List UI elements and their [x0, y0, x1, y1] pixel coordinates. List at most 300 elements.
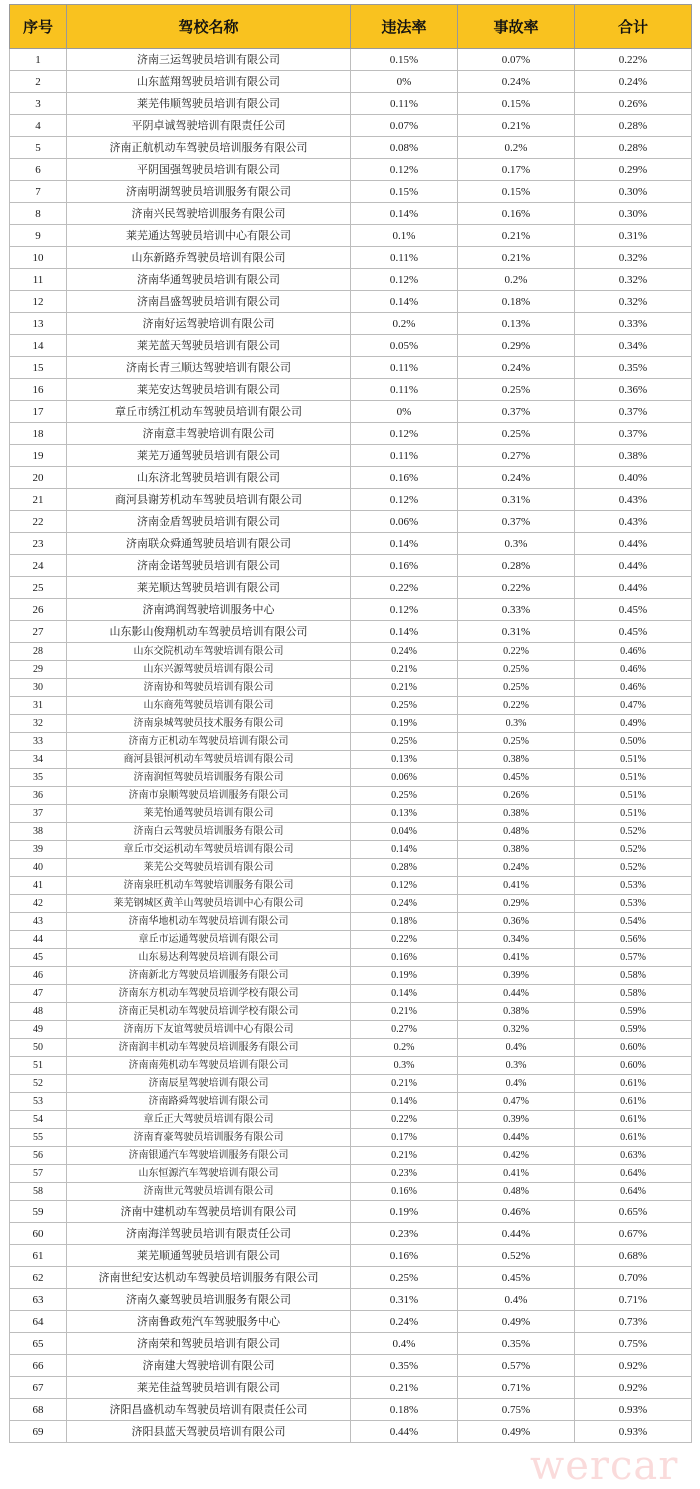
row-seq: 11 [10, 269, 67, 291]
header-total: 合计 [575, 5, 692, 49]
row-seq: 18 [10, 423, 67, 445]
row-accident-rate: 0.44% [458, 985, 575, 1003]
row-accident-rate: 0.29% [458, 895, 575, 913]
row-total: 0.61% [575, 1129, 692, 1147]
table-row [10, 805, 692, 823]
row-total: 0.56% [575, 931, 692, 949]
row-total: 0.38% [575, 445, 692, 467]
row-violation-rate: 0.2% [351, 313, 458, 335]
row-seq: 29 [10, 661, 67, 679]
row-accident-rate: 0.41% [458, 949, 575, 967]
header-school-name: 驾校名称 [67, 5, 351, 49]
row-seq: 26 [10, 599, 67, 621]
row-seq: 2 [10, 71, 67, 93]
row-seq: 45 [10, 949, 67, 967]
row-accident-rate: 0.24% [458, 71, 575, 93]
row-total: 0.44% [575, 555, 692, 577]
row-total: 0.51% [575, 751, 692, 769]
row-school-name: 济南建大驾驶培训有限公司 [67, 1355, 351, 1377]
driving-school-table-sheet [9, 4, 691, 1443]
row-school-name: 济南市泉顺驾驶员培训服务有限公司 [67, 787, 351, 805]
row-total: 0.61% [575, 1075, 692, 1093]
row-total: 0.60% [575, 1039, 692, 1057]
table-row [10, 445, 692, 467]
table-row [10, 357, 692, 379]
row-accident-rate: 0.39% [458, 967, 575, 985]
table-body [10, 49, 692, 1443]
table-row [10, 1421, 692, 1443]
row-violation-rate: 0.06% [351, 511, 458, 533]
table-row [10, 555, 692, 577]
row-total: 0.32% [575, 247, 692, 269]
row-seq: 46 [10, 967, 67, 985]
row-violation-rate: 0.19% [351, 1201, 458, 1223]
row-school-name: 济南正航机动车驾驶员培训服务有限公司 [67, 137, 351, 159]
table-row [10, 577, 692, 599]
row-school-name: 济南南苑机动车驾驶员培训有限公司 [67, 1057, 351, 1075]
row-total: 0.47% [575, 697, 692, 715]
row-accident-rate: 0.25% [458, 661, 575, 679]
row-school-name: 济南华地机动车驾驶员培训有限公司 [67, 913, 351, 931]
table-row [10, 1075, 692, 1093]
row-seq: 38 [10, 823, 67, 841]
row-violation-rate: 0.19% [351, 967, 458, 985]
row-school-name: 济南久豪驾驶员培训服务有限公司 [67, 1289, 351, 1311]
row-seq: 61 [10, 1245, 67, 1267]
table-row [10, 1093, 692, 1111]
row-total: 0.50% [575, 733, 692, 751]
row-seq: 39 [10, 841, 67, 859]
table-row [10, 225, 692, 247]
table-row [10, 841, 692, 859]
row-school-name: 济阳县蓝天驾驶员培训有限公司 [67, 1421, 351, 1443]
row-total: 0.31% [575, 225, 692, 247]
table-row [10, 1333, 692, 1355]
row-school-name: 山东兴源驾驶员培训有限公司 [67, 661, 351, 679]
row-total: 0.49% [575, 715, 692, 733]
row-seq: 17 [10, 401, 67, 423]
row-violation-rate: 0.1% [351, 225, 458, 247]
table-row [10, 423, 692, 445]
row-violation-rate: 0.14% [351, 1093, 458, 1111]
row-total: 0.57% [575, 949, 692, 967]
row-accident-rate: 0.37% [458, 401, 575, 423]
row-accident-rate: 0.25% [458, 733, 575, 751]
row-seq: 54 [10, 1111, 67, 1129]
row-total: 0.75% [575, 1333, 692, 1355]
row-total: 0.71% [575, 1289, 692, 1311]
row-violation-rate: 0.14% [351, 203, 458, 225]
row-violation-rate: 0.25% [351, 1267, 458, 1289]
table-row [10, 291, 692, 313]
row-seq: 40 [10, 859, 67, 877]
row-accident-rate: 0.44% [458, 1129, 575, 1147]
row-accident-rate: 0.15% [458, 93, 575, 115]
row-accident-rate: 0.75% [458, 1399, 575, 1421]
row-violation-rate: 0.12% [351, 423, 458, 445]
row-seq: 50 [10, 1039, 67, 1057]
table-row [10, 1021, 692, 1039]
table-row [10, 697, 692, 715]
row-accident-rate: 0.25% [458, 679, 575, 697]
row-violation-rate: 0.19% [351, 715, 458, 733]
row-seq: 31 [10, 697, 67, 715]
row-accident-rate: 0.52% [458, 1245, 575, 1267]
row-total: 0.44% [575, 533, 692, 555]
row-accident-rate: 0.13% [458, 313, 575, 335]
row-school-name: 莱芜钢城区黄羊山驾驶员培训中心有限公司 [67, 895, 351, 913]
row-school-name: 莱芜万通驾驶员培训有限公司 [67, 445, 351, 467]
row-accident-rate: 0.38% [458, 1003, 575, 1021]
row-violation-rate: 0.12% [351, 877, 458, 895]
row-total: 0.59% [575, 1003, 692, 1021]
table-row [10, 511, 692, 533]
table-row [10, 949, 692, 967]
row-accident-rate: 0.24% [458, 467, 575, 489]
table-row [10, 1267, 692, 1289]
row-accident-rate: 0.41% [458, 1165, 575, 1183]
table-row [10, 467, 692, 489]
row-accident-rate: 0.21% [458, 115, 575, 137]
row-school-name: 济南协和驾驶员培训有限公司 [67, 679, 351, 697]
row-school-name: 济南金盾驾驶员培训有限公司 [67, 511, 351, 533]
table-row [10, 599, 692, 621]
row-violation-rate: 0.12% [351, 269, 458, 291]
row-seq: 37 [10, 805, 67, 823]
row-school-name: 济南昌盛驾驶员培训有限公司 [67, 291, 351, 313]
row-total: 0.59% [575, 1021, 692, 1039]
row-school-name: 莱芜顺通驾驶员培训有限公司 [67, 1245, 351, 1267]
table-row [10, 71, 692, 93]
row-total: 0.61% [575, 1093, 692, 1111]
row-school-name: 山东蓝翔驾驶员培训有限公司 [67, 71, 351, 93]
row-school-name: 济南华通驾驶员培训有限公司 [67, 269, 351, 291]
row-total: 0.64% [575, 1183, 692, 1201]
table-header-row [10, 5, 692, 49]
header-violation-rate: 违法率 [351, 5, 458, 49]
row-seq: 62 [10, 1267, 67, 1289]
table-row [10, 1245, 692, 1267]
row-school-name: 平阴卓诚驾驶培训有限责任公司 [67, 115, 351, 137]
row-seq: 24 [10, 555, 67, 577]
row-violation-rate: 0.22% [351, 1111, 458, 1129]
row-school-name: 济南泉城驾驶员技术服务有限公司 [67, 715, 351, 733]
row-violation-rate: 0.22% [351, 577, 458, 599]
row-total: 0.46% [575, 643, 692, 661]
row-total: 0.36% [575, 379, 692, 401]
row-seq: 21 [10, 489, 67, 511]
row-total: 0.92% [575, 1377, 692, 1399]
row-violation-rate: 0.2% [351, 1039, 458, 1057]
row-accident-rate: 0.4% [458, 1289, 575, 1311]
row-seq: 67 [10, 1377, 67, 1399]
row-violation-rate: 0.14% [351, 985, 458, 1003]
row-seq: 64 [10, 1311, 67, 1333]
row-violation-rate: 0.14% [351, 621, 458, 643]
row-accident-rate: 0.28% [458, 555, 575, 577]
row-violation-rate: 0.18% [351, 913, 458, 931]
row-accident-rate: 0.35% [458, 1333, 575, 1355]
row-school-name: 商河县银河机动车驾驶员培训有限公司 [67, 751, 351, 769]
row-school-name: 莱芜佳益驾驶员培训有限公司 [67, 1377, 351, 1399]
row-school-name: 莱芜通达驾驶员培训中心有限公司 [67, 225, 351, 247]
row-violation-rate: 0.06% [351, 769, 458, 787]
row-total: 0.93% [575, 1399, 692, 1421]
row-violation-rate: 0.21% [351, 1147, 458, 1165]
row-violation-rate: 0.35% [351, 1355, 458, 1377]
row-violation-rate: 0.24% [351, 1311, 458, 1333]
row-total: 0.52% [575, 823, 692, 841]
row-seq: 15 [10, 357, 67, 379]
row-seq: 33 [10, 733, 67, 751]
row-school-name: 济南中建机动车驾驶员培训有限公司 [67, 1201, 351, 1223]
row-violation-rate: 0.13% [351, 805, 458, 823]
row-accident-rate: 0.25% [458, 423, 575, 445]
row-accident-rate: 0.3% [458, 1057, 575, 1075]
row-violation-rate: 0.21% [351, 1003, 458, 1021]
row-total: 0.45% [575, 621, 692, 643]
row-seq: 43 [10, 913, 67, 931]
row-accident-rate: 0.25% [458, 379, 575, 401]
row-total: 0.68% [575, 1245, 692, 1267]
table-row [10, 931, 692, 949]
row-violation-rate: 0.17% [351, 1129, 458, 1147]
row-violation-rate: 0.15% [351, 181, 458, 203]
row-accident-rate: 0.38% [458, 751, 575, 769]
row-total: 0.22% [575, 49, 692, 71]
row-accident-rate: 0.34% [458, 931, 575, 949]
table-row [10, 137, 692, 159]
row-accident-rate: 0.47% [458, 1093, 575, 1111]
row-violation-rate: 0.24% [351, 895, 458, 913]
row-violation-rate: 0.4% [351, 1333, 458, 1355]
row-accident-rate: 0.22% [458, 643, 575, 661]
row-school-name: 济南育豪驾驶员培训服务有限公司 [67, 1129, 351, 1147]
table-row [10, 769, 692, 787]
row-school-name: 山东恒源汽车驾驶培训有限公司 [67, 1165, 351, 1183]
row-school-name: 济南明湖驾驶员培训服务有限公司 [67, 181, 351, 203]
table-row [10, 49, 692, 71]
row-accident-rate: 0.41% [458, 877, 575, 895]
table-row [10, 1039, 692, 1057]
row-total: 0.92% [575, 1355, 692, 1377]
row-violation-rate: 0.25% [351, 733, 458, 751]
row-school-name: 山东交院机动车驾驶培训有限公司 [67, 643, 351, 661]
row-school-name: 济南世元驾驶员培训有限公司 [67, 1183, 351, 1201]
row-seq: 1 [10, 49, 67, 71]
row-total: 0.51% [575, 787, 692, 805]
row-school-name: 济南白云驾驶员培训服务有限公司 [67, 823, 351, 841]
row-violation-rate: 0.11% [351, 247, 458, 269]
row-total: 0.28% [575, 115, 692, 137]
row-violation-rate: 0.16% [351, 555, 458, 577]
row-violation-rate: 0.31% [351, 1289, 458, 1311]
row-school-name: 济南意丰驾驶培训有限公司 [67, 423, 351, 445]
row-accident-rate: 0.07% [458, 49, 575, 71]
table-row [10, 1355, 692, 1377]
row-total: 0.52% [575, 859, 692, 877]
row-total: 0.64% [575, 1165, 692, 1183]
row-seq: 68 [10, 1399, 67, 1421]
row-school-name: 章丘市绣江机动车驾驶员培训有限公司 [67, 401, 351, 423]
row-total: 0.35% [575, 357, 692, 379]
row-seq: 12 [10, 291, 67, 313]
row-violation-rate: 0.13% [351, 751, 458, 769]
row-total: 0.46% [575, 679, 692, 697]
table-row [10, 401, 692, 423]
row-school-name: 济南荣和驾驶员培训有限公司 [67, 1333, 351, 1355]
row-school-name: 济南联众舜通驾驶员培训有限公司 [67, 533, 351, 555]
table-row [10, 203, 692, 225]
row-accident-rate: 0.39% [458, 1111, 575, 1129]
row-seq: 5 [10, 137, 67, 159]
table-row [10, 913, 692, 931]
row-total: 0.29% [575, 159, 692, 181]
table-row [10, 1183, 692, 1201]
row-seq: 22 [10, 511, 67, 533]
row-total: 0.44% [575, 577, 692, 599]
row-school-name: 济南润恒驾驶员培训服务有限公司 [67, 769, 351, 787]
row-seq: 4 [10, 115, 67, 137]
row-accident-rate: 0.49% [458, 1311, 575, 1333]
row-violation-rate: 0.12% [351, 159, 458, 181]
row-school-name: 济南银通汽车驾驶培训服务有限公司 [67, 1147, 351, 1165]
row-total: 0.73% [575, 1311, 692, 1333]
table-row [10, 1311, 692, 1333]
table-row [10, 1399, 692, 1421]
row-school-name: 济南鲁政苑汽车驾驶服务中心 [67, 1311, 351, 1333]
row-violation-rate: 0.18% [351, 1399, 458, 1421]
table-row [10, 247, 692, 269]
row-school-name: 济南兴民驾驶培训服务有限公司 [67, 203, 351, 225]
row-school-name: 章丘正大驾驶员培训有限公司 [67, 1111, 351, 1129]
row-violation-rate: 0% [351, 401, 458, 423]
row-seq: 53 [10, 1093, 67, 1111]
table-row [10, 967, 692, 985]
row-accident-rate: 0.4% [458, 1039, 575, 1057]
row-school-name: 莱芜安达驾驶员培训有限公司 [67, 379, 351, 401]
table-row [10, 877, 692, 895]
row-violation-rate: 0.21% [351, 679, 458, 697]
row-violation-rate: 0.23% [351, 1165, 458, 1183]
row-school-name: 山东济北驾驶员培训有限公司 [67, 467, 351, 489]
row-accident-rate: 0.18% [458, 291, 575, 313]
row-total: 0.52% [575, 841, 692, 859]
row-total: 0.43% [575, 489, 692, 511]
row-total: 0.61% [575, 1111, 692, 1129]
row-accident-rate: 0.17% [458, 159, 575, 181]
row-seq: 20 [10, 467, 67, 489]
table-row [10, 985, 692, 1003]
row-school-name: 济南好运驾驶培训有限公司 [67, 313, 351, 335]
row-violation-rate: 0.25% [351, 787, 458, 805]
row-total: 0.43% [575, 511, 692, 533]
row-accident-rate: 0.21% [458, 247, 575, 269]
table-row [10, 269, 692, 291]
row-accident-rate: 0.46% [458, 1201, 575, 1223]
row-accident-rate: 0.44% [458, 1223, 575, 1245]
row-seq: 27 [10, 621, 67, 643]
row-accident-rate: 0.24% [458, 357, 575, 379]
table-row [10, 1129, 692, 1147]
row-school-name: 济南方正机动车驾驶员培训有限公司 [67, 733, 351, 751]
row-total: 0.37% [575, 423, 692, 445]
row-school-name: 莱芜怡通驾驶员培训有限公司 [67, 805, 351, 823]
row-seq: 19 [10, 445, 67, 467]
row-school-name: 济南历下友谊驾驶员培训中心有限公司 [67, 1021, 351, 1039]
row-seq: 9 [10, 225, 67, 247]
row-seq: 34 [10, 751, 67, 769]
table-row [10, 1289, 692, 1311]
row-violation-rate: 0.14% [351, 291, 458, 313]
row-school-name: 山东易达利驾驶员培训有限公司 [67, 949, 351, 967]
row-seq: 30 [10, 679, 67, 697]
row-violation-rate: 0.16% [351, 1245, 458, 1267]
row-violation-rate: 0.3% [351, 1057, 458, 1075]
row-accident-rate: 0.27% [458, 445, 575, 467]
row-seq: 51 [10, 1057, 67, 1075]
row-seq: 69 [10, 1421, 67, 1443]
row-violation-rate: 0.28% [351, 859, 458, 877]
row-seq: 49 [10, 1021, 67, 1039]
table-row [10, 1057, 692, 1075]
row-school-name: 济南东方机动车驾驶员培训学校有限公司 [67, 985, 351, 1003]
row-total: 0.67% [575, 1223, 692, 1245]
row-total: 0.32% [575, 269, 692, 291]
row-seq: 52 [10, 1075, 67, 1093]
row-seq: 8 [10, 203, 67, 225]
row-seq: 66 [10, 1355, 67, 1377]
row-total: 0.32% [575, 291, 692, 313]
row-seq: 36 [10, 787, 67, 805]
row-school-name: 山东商苑驾驶员培训有限公司 [67, 697, 351, 715]
row-total: 0.53% [575, 895, 692, 913]
row-seq: 14 [10, 335, 67, 357]
row-seq: 16 [10, 379, 67, 401]
row-violation-rate: 0.14% [351, 841, 458, 859]
row-accident-rate: 0.16% [458, 203, 575, 225]
row-accident-rate: 0.57% [458, 1355, 575, 1377]
row-violation-rate: 0.21% [351, 1377, 458, 1399]
row-total: 0.63% [575, 1147, 692, 1165]
row-accident-rate: 0.48% [458, 1183, 575, 1201]
table-row [10, 787, 692, 805]
row-seq: 3 [10, 93, 67, 115]
row-violation-rate: 0.07% [351, 115, 458, 137]
row-violation-rate: 0.44% [351, 1421, 458, 1443]
row-seq: 56 [10, 1147, 67, 1165]
row-violation-rate: 0.21% [351, 1075, 458, 1093]
row-accident-rate: 0.31% [458, 489, 575, 511]
row-violation-rate: 0.11% [351, 379, 458, 401]
table-row [10, 643, 692, 661]
row-total: 0.30% [575, 181, 692, 203]
row-violation-rate: 0.08% [351, 137, 458, 159]
row-seq: 28 [10, 643, 67, 661]
row-accident-rate: 0.48% [458, 823, 575, 841]
row-accident-rate: 0.38% [458, 805, 575, 823]
row-accident-rate: 0.22% [458, 577, 575, 599]
row-accident-rate: 0.4% [458, 1075, 575, 1093]
row-school-name: 莱芜伟顺驾驶员培训有限公司 [67, 93, 351, 115]
row-violation-rate: 0.12% [351, 599, 458, 621]
row-total: 0.30% [575, 203, 692, 225]
row-accident-rate: 0.42% [458, 1147, 575, 1165]
row-seq: 25 [10, 577, 67, 599]
table-row [10, 1201, 692, 1223]
watermark: wercar [530, 1443, 679, 1489]
row-accident-rate: 0.3% [458, 715, 575, 733]
